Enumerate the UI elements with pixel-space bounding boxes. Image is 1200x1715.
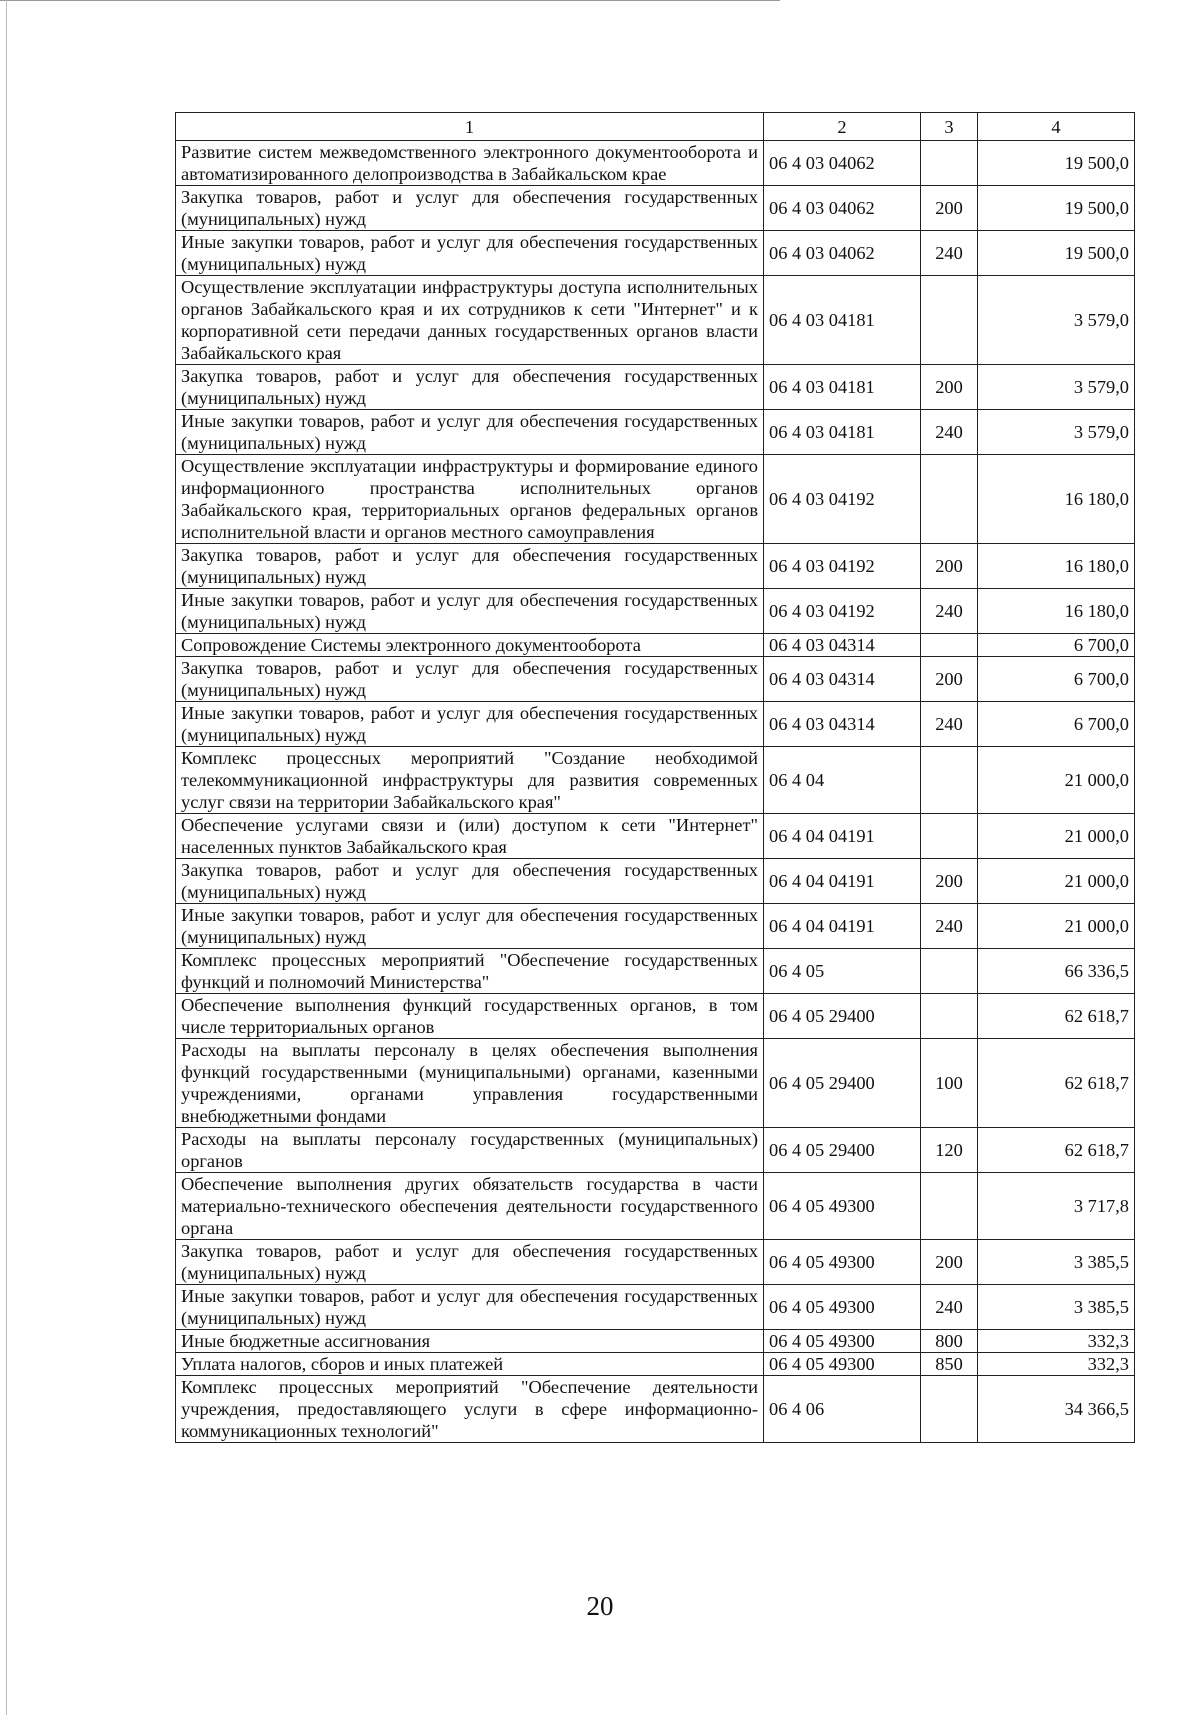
table-body (176, 141, 1135, 1443)
header-col-1: 1 (176, 113, 764, 141)
row-name: Сопровождение Системы электронного документооборота (176, 634, 764, 657)
table-row (176, 231, 1135, 276)
row-code: 06 4 03 04062 (764, 186, 921, 231)
table-row (176, 949, 1135, 994)
row-code: 06 4 03 04192 (764, 455, 921, 544)
row-code: 06 4 04 (764, 747, 921, 814)
row-code: 06 4 06 (764, 1376, 921, 1443)
budget-table (175, 112, 1135, 1443)
row-expense-type (921, 634, 978, 657)
row-amount: 3 385,5 (978, 1285, 1135, 1330)
table-row (176, 1039, 1135, 1128)
table-row (176, 904, 1135, 949)
table-row (176, 455, 1135, 544)
row-name: Комплекс процессных мероприятий "Обеспечение деятельности учреждения, предоставляющего услуги в сфере информационно-коммуникационных технологий" (176, 1376, 764, 1443)
row-code: 06 4 05 49300 (764, 1240, 921, 1285)
row-expense-type: 120 (921, 1128, 978, 1173)
row-expense-type (921, 994, 978, 1039)
row-name: Закупка товаров, работ и услуг для обеспечения государственных (муниципальных) нужд (176, 186, 764, 231)
table-row (176, 1173, 1135, 1240)
row-amount: 62 618,7 (978, 1128, 1135, 1173)
header-col-4: 4 (978, 113, 1135, 141)
row-expense-type (921, 1376, 978, 1443)
row-expense-type (921, 1173, 978, 1240)
row-name: Иные закупки товаров, работ и услуг для обеспечения государственных (муниципальных) нужд (176, 1285, 764, 1330)
row-expense-type: 240 (921, 231, 978, 276)
table-row (176, 1128, 1135, 1173)
row-expense-type: 200 (921, 657, 978, 702)
row-expense-type: 240 (921, 904, 978, 949)
row-expense-type (921, 141, 978, 186)
row-amount: 21 000,0 (978, 814, 1135, 859)
table-row (176, 186, 1135, 231)
row-code: 06 4 03 04181 (764, 365, 921, 410)
row-amount: 21 000,0 (978, 859, 1135, 904)
row-expense-type (921, 276, 978, 365)
row-code: 06 4 03 04192 (764, 544, 921, 589)
table-row (176, 365, 1135, 410)
table-row (176, 276, 1135, 365)
table-row (176, 657, 1135, 702)
row-amount: 19 500,0 (978, 231, 1135, 276)
row-amount: 6 700,0 (978, 702, 1135, 747)
row-amount: 6 700,0 (978, 634, 1135, 657)
row-code: 06 4 05 49300 (764, 1285, 921, 1330)
row-code: 06 4 05 49300 (764, 1353, 921, 1376)
table-row (176, 1376, 1135, 1443)
row-amount: 16 180,0 (978, 455, 1135, 544)
row-expense-type: 240 (921, 410, 978, 455)
row-expense-type: 200 (921, 544, 978, 589)
row-code: 06 4 03 04192 (764, 589, 921, 634)
row-name: Расходы на выплаты персоналу государственных (муниципальных) органов (176, 1128, 764, 1173)
row-code: 06 4 05 49300 (764, 1330, 921, 1353)
row-amount: 16 180,0 (978, 544, 1135, 589)
row-name: Обеспечение выполнения функций государственных органов, в том числе территориальных органов (176, 994, 764, 1039)
row-amount: 3 579,0 (978, 365, 1135, 410)
row-amount: 62 618,7 (978, 1039, 1135, 1128)
scan-edge-top (0, 0, 780, 1)
row-expense-type: 850 (921, 1353, 978, 1376)
table-row (176, 814, 1135, 859)
row-expense-type (921, 747, 978, 814)
row-name: Закупка товаров, работ и услуг для обеспечения государственных (муниципальных) нужд (176, 657, 764, 702)
row-name: Иные бюджетные ассигнования (176, 1330, 764, 1353)
row-name: Осуществление эксплуатации инфраструктуры доступа исполнительных органов Забайкальского края и их сотрудников к сети "Интернет" и к корпоративной сети передачи данных государственных органов власти Забайкальского края (176, 276, 764, 365)
row-expense-type: 800 (921, 1330, 978, 1353)
row-code: 06 4 04 04191 (764, 814, 921, 859)
row-amount: 332,3 (978, 1330, 1135, 1353)
table-row (176, 994, 1135, 1039)
row-expense-type: 240 (921, 1285, 978, 1330)
header-col-2: 2 (764, 113, 921, 141)
row-name: Иные закупки товаров, работ и услуг для обеспечения государственных (муниципальных) нужд (176, 231, 764, 276)
row-name: Обеспечение выполнения других обязательств государства в части материально-технического обеспечения деятельности государственного органа (176, 1173, 764, 1240)
table-row (176, 634, 1135, 657)
row-amount: 21 000,0 (978, 904, 1135, 949)
row-code: 06 4 03 04314 (764, 634, 921, 657)
row-code: 06 4 03 04181 (764, 276, 921, 365)
row-code: 06 4 04 04191 (764, 859, 921, 904)
row-name: Иные закупки товаров, работ и услуг для обеспечения государственных (муниципальных) нужд (176, 589, 764, 634)
row-name: Комплекс процессных мероприятий "Обеспечение государственных функций и полномочий Министерства" (176, 949, 764, 994)
row-expense-type (921, 455, 978, 544)
row-code: 06 4 05 29400 (764, 994, 921, 1039)
row-expense-type (921, 949, 978, 994)
row-name: Закупка товаров, работ и услуг для обеспечения государственных (муниципальных) нужд (176, 859, 764, 904)
row-name: Уплата налогов, сборов и иных платежей (176, 1353, 764, 1376)
row-name: Закупка товаров, работ и услуг для обеспечения государственных (муниципальных) нужд (176, 365, 764, 410)
page-number: 20 (586, 1591, 614, 1621)
row-amount: 34 366,5 (978, 1376, 1135, 1443)
row-amount: 3 717,8 (978, 1173, 1135, 1240)
row-code: 06 4 03 04062 (764, 231, 921, 276)
row-name: Иные закупки товаров, работ и услуг для обеспечения государственных (муниципальных) нужд (176, 410, 764, 455)
row-code: 06 4 03 04314 (764, 702, 921, 747)
row-code: 06 4 05 (764, 949, 921, 994)
row-amount: 6 700,0 (978, 657, 1135, 702)
row-amount: 66 336,5 (978, 949, 1135, 994)
row-amount: 62 618,7 (978, 994, 1135, 1039)
row-expense-type: 240 (921, 589, 978, 634)
table-row (176, 1285, 1135, 1330)
row-name: Развитие систем межведомственного электронного документооборота и автоматизированного делопроизводства в Забайкальском крае (176, 141, 764, 186)
row-expense-type: 200 (921, 859, 978, 904)
row-amount: 332,3 (978, 1353, 1135, 1376)
row-expense-type: 240 (921, 702, 978, 747)
row-expense-type (921, 814, 978, 859)
row-code: 06 4 03 04314 (764, 657, 921, 702)
row-amount: 16 180,0 (978, 589, 1135, 634)
row-code: 06 4 03 04062 (764, 141, 921, 186)
table-row (176, 702, 1135, 747)
table-row (176, 1240, 1135, 1285)
row-expense-type: 200 (921, 365, 978, 410)
row-name: Комплекс процессных мероприятий "Создание необходимой телекоммуникационной инфраструктуры для развития современных услуг связи на территории Забайкальского края" (176, 747, 764, 814)
table-row (176, 544, 1135, 589)
row-amount: 21 000,0 (978, 747, 1135, 814)
table-row (176, 410, 1135, 455)
table-row (176, 141, 1135, 186)
row-code: 06 4 05 49300 (764, 1173, 921, 1240)
scan-edge-left (6, 0, 7, 1715)
table-row (176, 589, 1135, 634)
row-code: 06 4 04 04191 (764, 904, 921, 949)
row-code: 06 4 05 29400 (764, 1039, 921, 1128)
row-name: Иные закупки товаров, работ и услуг для обеспечения государственных (муниципальных) нужд (176, 904, 764, 949)
table-row (176, 859, 1135, 904)
row-name: Обеспечение услугами связи и (или) доступом к сети "Интернет" населенных пунктов Забайкальского края (176, 814, 764, 859)
row-name: Закупка товаров, работ и услуг для обеспечения государственных (муниципальных) нужд (176, 544, 764, 589)
row-code: 06 4 05 29400 (764, 1128, 921, 1173)
header-col-3: 3 (921, 113, 978, 141)
row-name: Иные закупки товаров, работ и услуг для обеспечения государственных (муниципальных) нужд (176, 702, 764, 747)
row-amount: 3 579,0 (978, 276, 1135, 365)
table-row (176, 1353, 1135, 1376)
row-name: Расходы на выплаты персоналу в целях обеспечения выполнения функций государственными (муниципальными) органами, казенными учреждениями, органами управления государственными внебюджетными фондами (176, 1039, 764, 1128)
row-amount: 19 500,0 (978, 141, 1135, 186)
table-row (176, 747, 1135, 814)
table-header-row (176, 113, 1135, 141)
row-code: 06 4 03 04181 (764, 410, 921, 455)
row-name: Закупка товаров, работ и услуг для обеспечения государственных (муниципальных) нужд (176, 1240, 764, 1285)
row-expense-type: 200 (921, 1240, 978, 1285)
row-expense-type: 200 (921, 186, 978, 231)
row-amount: 19 500,0 (978, 186, 1135, 231)
row-name: Осуществление эксплуатации инфраструктуры и формирование единого информационного пространства исполнительных органов Забайкальского края, территориальных органов федеральных органов исполнительной власти и органов местного самоуправления (176, 455, 764, 544)
row-amount: 3 579,0 (978, 410, 1135, 455)
row-expense-type: 100 (921, 1039, 978, 1128)
table-row (176, 1330, 1135, 1353)
row-amount: 3 385,5 (978, 1240, 1135, 1285)
